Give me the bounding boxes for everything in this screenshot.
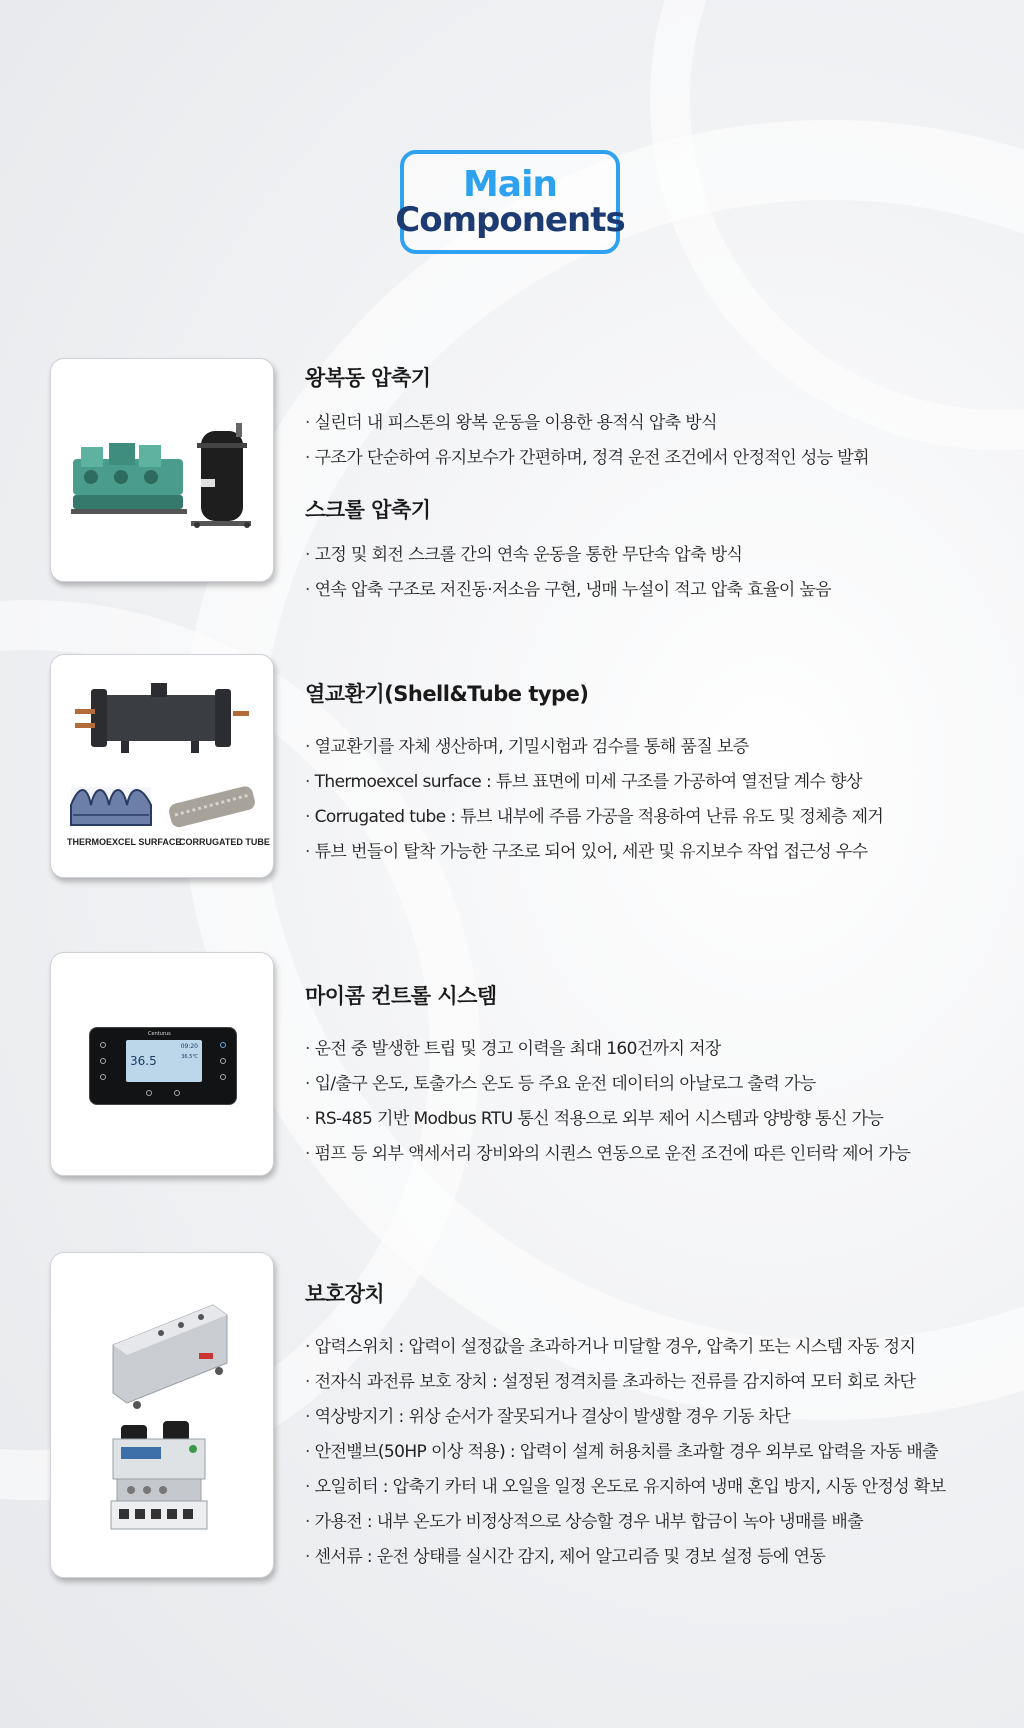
button-icon[interactable] bbox=[146, 1090, 152, 1096]
reciprocating-bullets bbox=[305, 406, 1005, 476]
bullet-item: · 안전밸브(50HP 이상 적용) : 압력이 설계 허용치를 초과할 경우 외부로 압력을 자동 배출 bbox=[305, 1435, 1005, 1470]
bullet-item: · 센서류 : 운전 상태를 실시간 감지, 제어 알고리즘 및 경보 설정 등에 연동 bbox=[305, 1540, 1005, 1575]
button-icon[interactable] bbox=[100, 1058, 106, 1064]
title-line-2: Components bbox=[395, 200, 625, 240]
bullet-item: · Corrugated tube : 튜브 내부에 주름 가공을 적용하여 난류 유도 및 정체층 제거 bbox=[305, 800, 1005, 835]
controller-brand: Centurus bbox=[148, 1031, 171, 1037]
button-icon[interactable] bbox=[220, 1058, 226, 1064]
title-line-1: Main bbox=[462, 164, 558, 205]
pressure-switch-icon bbox=[113, 1305, 227, 1409]
button-icon[interactable] bbox=[100, 1042, 106, 1048]
bullet-item: · 오일히터 : 압축기 카터 내 오일을 일정 온도로 유지하여 냉매 혼입 방지, 시동 안정성 확보 bbox=[305, 1470, 1005, 1505]
compressor-image-card bbox=[50, 358, 274, 582]
bullet-item: · 연속 압축 구조로 저진동·저소음 구현, 냉매 누설이 적고 압축 효율이 높음 bbox=[305, 573, 1005, 608]
bullet-item: · 튜브 번들이 탈착 가능한 구조로 되어 있어, 세관 및 유지보수 작업 접근성 우수 bbox=[305, 835, 1005, 870]
protection-devices-illustration bbox=[51, 1253, 274, 1578]
bullet-item: · 실린더 내 피스톤의 왕복 운동을 이용한 용적식 압축 방식 bbox=[305, 406, 1005, 441]
bullet-item: · 입/출구 온도, 토출가스 온도 등 주요 운전 데이터의 아날로그 출력 가능 bbox=[305, 1067, 1005, 1102]
thermoexcel-surface-icon bbox=[71, 787, 151, 825]
button-icon[interactable] bbox=[100, 1074, 106, 1080]
heat-exchanger-heading: 열교환기(Shell&Tube type) bbox=[305, 682, 589, 706]
bullet-item: · Thermoexcel surface : 튜브 표면에 미세 구조를 가공하여 열전달 계수 향상 bbox=[305, 765, 1005, 800]
heat-exchanger-image-card bbox=[50, 654, 274, 878]
bullet-item: · 압력스위치 : 압력이 설정값을 초과하거나 미달할 경우, 압축기 또는 시스템 자동 정지 bbox=[305, 1330, 1005, 1365]
controller-time: 09:20 bbox=[180, 1043, 198, 1050]
protection-heading: 보호장치 bbox=[305, 1282, 385, 1306]
thermoexcel-caption: THERMOEXCEL SURFACE bbox=[67, 837, 182, 847]
control-system-section bbox=[305, 980, 1005, 1172]
reciprocating-compressor-icon bbox=[71, 443, 187, 514]
compressor-illustration bbox=[51, 359, 274, 582]
bullet-item: · 펌프 등 외부 액세서리 장비와의 시퀀스 연동으로 운전 조건에 따른 인터락 제어 가능 bbox=[305, 1137, 1005, 1172]
scroll-bullets bbox=[305, 538, 1005, 608]
protection-section bbox=[305, 1278, 1005, 1575]
overcurrent-relay-icon bbox=[111, 1421, 207, 1529]
button-icon[interactable] bbox=[220, 1074, 226, 1080]
control-system-heading: 마이콤 컨트롤 시스템 bbox=[305, 984, 497, 1008]
scroll-compressor-icon bbox=[191, 423, 251, 528]
compressor-section bbox=[305, 362, 1005, 608]
corrugated-tube-caption: CORRUGATED TUBE bbox=[179, 837, 270, 847]
button-icon[interactable] bbox=[174, 1090, 180, 1096]
controller-temp: 36.5 bbox=[130, 1054, 157, 1068]
bullet-item: · 고정 및 회전 스크롤 간의 연속 운동을 통한 무단속 압축 방식 bbox=[305, 538, 1005, 573]
corrugated-tube-icon bbox=[167, 785, 256, 829]
heat-exchanger-bullets bbox=[305, 730, 1005, 870]
bullet-item: · 운전 중 발생한 트립 및 경고 이력을 최대 160건까지 저장 bbox=[305, 1032, 1005, 1067]
protection-bullets bbox=[305, 1330, 1005, 1575]
scroll-compressor-heading: 스크롤 압축기 bbox=[305, 498, 431, 522]
bullet-item: · 열교환기를 자체 생산하며, 기밀시험과 검수를 통해 품질 보증 bbox=[305, 730, 1005, 765]
bullet-item: · 구조가 단순하여 유지보수가 간편하며, 정격 운전 조건에서 안정적인 성능 발휘 bbox=[305, 441, 1005, 476]
controller-temp-sub: 36.5℃ bbox=[181, 1054, 198, 1060]
shell-tube-heat-exchanger-icon bbox=[75, 683, 249, 753]
control-system-bullets bbox=[305, 1032, 1005, 1172]
control-panel-image-card bbox=[50, 952, 274, 1176]
reciprocating-compressor-heading: 왕복동 압축기 bbox=[305, 366, 431, 390]
protection-image-card bbox=[50, 1252, 274, 1578]
bullet-item: · 전자식 과전류 보호 장치 : 설정된 정격치를 초과하는 전류를 감지하여 모터 회로 차단 bbox=[305, 1365, 1005, 1400]
bullet-item: · 가용전 : 내부 온도가 비정상적으로 상승할 경우 내부 합금이 녹아 냉매를 배출 bbox=[305, 1505, 1005, 1540]
bullet-item: · RS-485 기반 Modbus RTU 통신 적용으로 외부 제어 시스템과 양방향 통신 가능 bbox=[305, 1102, 1005, 1137]
main-components-title bbox=[395, 150, 625, 254]
bullet-item: · 역상방지기 : 위상 순서가 잘못되거나 결상이 발생할 경우 기동 차단 bbox=[305, 1400, 1005, 1435]
button-icon[interactable] bbox=[220, 1042, 226, 1048]
heat-exchanger-section bbox=[305, 678, 1005, 870]
controller-device bbox=[89, 1027, 237, 1105]
controller-screen bbox=[126, 1040, 202, 1082]
